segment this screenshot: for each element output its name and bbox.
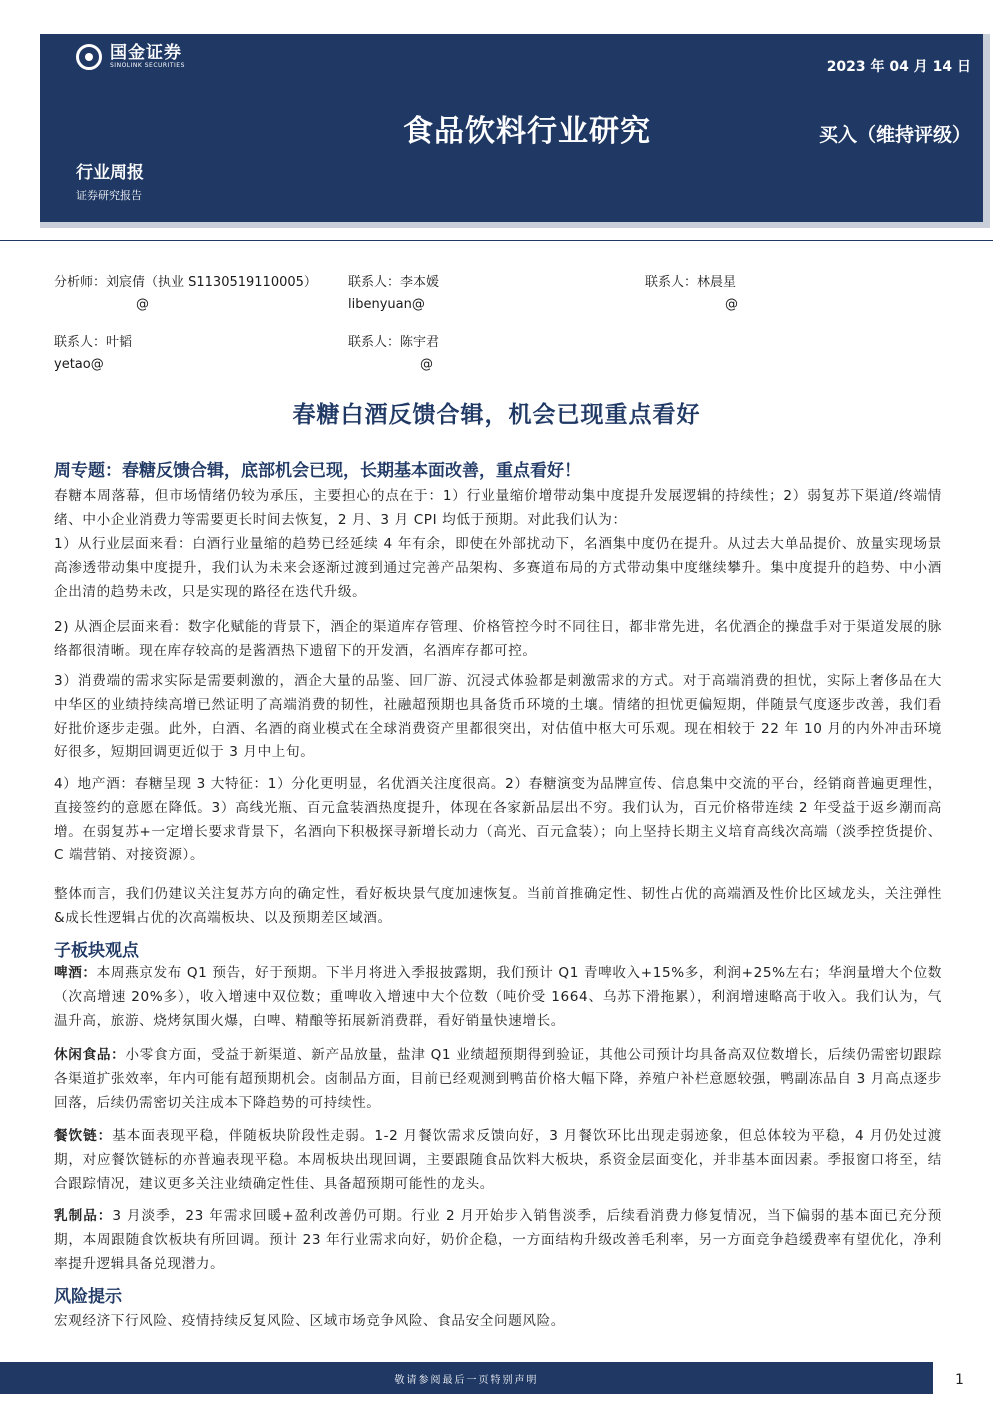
section-risk-heading: 风险提示 [54,1287,122,1307]
company-logo [76,44,185,70]
beer-text: 本周燕京发布 Q1 预告，好于预期。下半月将进入季报披露期，我们预计 Q1 青啤收入+15%多，利润+25%左右；华润量增大个位数（次高增速 20%多），收入增速中双位数；重啤收入增速中大个位数（吨价受 1664、乌苏下滑拖累），利润增速略高于收入。我们认为，气温升高，旅游、烧烤氛围火爆，白啤、精酿等拓展新消费群，看好销量快速增长。 [54,965,942,1029]
paragraph-catering [54,1125,942,1196]
report-header [40,34,983,222]
snack-label: 休闲食品： [54,1047,126,1063]
main-title: 春糖白酒反馈合辑，机会已现重点看好 [292,402,701,428]
dairy-text: 3 月淡季，23 年需求回暖+盈利改善仍可期。行业 2 月开始步入销售淡季，后续看消费力修复情况，当下偏弱的基本面已充分预期，本周跟随食饮板块有所回调。预计 23 年行业需求向好，奶价企稳，一方面结构升级改善毛利率，另一方面竞争趋缓费率有望优化，净利率提升逻辑具备兑现潜力。 [54,1208,942,1272]
paragraph-regional-liquor: 4）地产酒：春糖呈现 3 大特征：1）分化更明显，名优酒关注度很高。2）春糖演变为品牌宣传、信息集中交流的平台，经销商普遍更理性，直接签约的意愿在降低。3）高线光瓶、百元盒装酒热度提升，体现在各家新品层出不穷。我们认为，百元价格带连续 2 年受益于返乡潮而高增。在弱复苏+一定增长要求背景下，名酒向下积极探寻新增长动力（高光、百元盒装）；向上坚持长期主义培育高线次高端（淡季控货提价、C 端营销、对接资源）。 [54,776,942,864]
paragraph-consumer-demand: 3）消费端的需求实际是需要刺激的，酒企大量的品鉴、回厂游、沉浸式体验都是刺激需求的方式。对于高端消费的担忧，实际上奢侈品在大中华区的业绩持续高增已然证明了高端消费的韧性，社融超预期也具备货币环境的土壤。情绪的担忧更偏短期，伴随景气度逐步改善，我们看好批价逐步走强。此外，白酒、名酒的商业模式在全球消费资产里都很突出，对估值中枢大可乐观。现在相较于 22 年 10 月的内外冲击环境好很多，短期回调更近似于 3 月中上旬。 [54,673,942,761]
contact-ye-name: 联系人：叶韬 [54,335,133,350]
contact-chen-name: 联系人：陈宇君 [348,335,440,350]
contact-ye-email[interactable]: yetao@ [54,357,104,372]
footer-disclaimer: 敬请参阅最后一页特别声明 [394,1375,539,1386]
report-type: 行业周报 [76,163,144,183]
paragraph-intro: 春糖本周落幕，但市场情绪仍较为承压，主要担心的点在于：1）行业量缩价增带动集中度提升发展逻辑的持续性；2）弱复苏下渠道/终端情绪、中小企业消费力等需要更长时间去恢复，2 月、3 月 CPI 均低于预期。对此我们认为： [54,488,942,528]
logo-cn-text: 国金证券 [110,43,182,63]
beer-label: 啤酒： [54,965,97,981]
contact-lin-email[interactable]: @ [725,297,738,312]
contact-li-email[interactable]: libenyuan@ [348,297,425,312]
report-subtype: 证券研究报告 [76,189,142,202]
catering-text: 基本面表现平稳，伴随板块阶段性走弱。1-2 月餐饮需求反馈向好，3 月餐饮环比出现走弱迹象，但总体较为平稳，4 月仍处过渡期，对应餐饮链标的亦普遍表现平稳。本周板块出现回调，主要跟随食品饮料大板块，系资金层面变化，并非基本面因素。季报窗口将至，结合跟踪情况，建议更多关注业绩确定性佳、具备超预期可能性的龙头。 [54,1128,942,1192]
section-weekly-topic-heading: 周专题：春糖反馈合辑，底部机会已现，长期基本面改善，重点看好！ [54,461,581,481]
dairy-label: 乳制品： [54,1208,113,1224]
report-title: 食品饮料行业研究 [403,114,651,149]
logo-mark-icon [76,44,102,70]
page-number: 1 [955,1372,964,1388]
contact-lin-name: 联系人：林晨星 [645,275,737,290]
catering-label: 餐饮链： [54,1128,113,1144]
paragraph-industry-level: 1）从行业层面来看：白酒行业量缩的趋势已经延续 4 年有余，即使在外部扰动下，名酒集中度仍在提升。从过去大单品提价、放量实现场景高渗透带动集中度提升，我们认为未来会逐渐过渡到通过完善产品架构、多赛道布局的方式带动集中度继续攀升。集中度提升的趋势、中小酒企出清的趋势未改，只是实现的路径在迭代升级。 [54,536,942,600]
paragraph-risk: 宏观经济下行风险、疫情持续反复风险、区域市场竞争风险、食品安全问题风险。 [54,1313,565,1329]
analyst-name: 分析师：刘宸倩（执业 S1130519110005） [54,275,317,290]
analyst-email[interactable]: @ [136,297,149,312]
header-divider [0,240,993,241]
contact-chen-email[interactable]: @ [420,357,433,372]
section-subsector-heading: 子板块观点 [54,941,139,961]
paragraph-company-level: 2) 从酒企层面来看：数字化赋能的背景下，酒企的渠道库存管理、价格管控今时不同往日，都非常先进，名优酒企的操盘手对于渠道发展的脉络都很清晰。现在库存较高的是酱酒热下遗留下的开发酒，名酒库存都可控。 [54,619,942,659]
contact-li [348,272,439,316]
rating-badge: 买入（维持评级） [818,124,971,146]
contact-lin [645,272,738,316]
report-date: 2023 年 04 月 14 日 [826,59,971,75]
analyst-contact [54,272,317,316]
paragraph-snacks [54,1044,942,1115]
paragraph-dairy [54,1205,942,1276]
logo-en-text: SINOLINK SECURITIES [110,62,185,69]
contact-chen [348,332,439,376]
paragraph-beer [54,962,942,1033]
contact-li-name: 联系人：李本媛 [348,275,440,290]
snack-text: 小零食方面，受益于新渠道、新产品放量，盐津 Q1 业绩超预期得到验证，其他公司预计均具备高双位数增长，后续仍需密切跟踪各渠道扩张效率，年内可能有超预期机会。卤制品方面，目前已经观测到鸭苗价格大幅下降，养殖户补栏意愿较强，鸭副冻品自 3 月高点逐步回落，后续仍需密切关注成本下降趋势的可持续性。 [54,1047,943,1111]
contact-ye [54,332,132,376]
paragraph-summary: 整体而言，我们仍建议关注复苏方向的确定性，看好板块景气度加速恢复。当前首推确定性、韧性占优的高端酒及性价比区域龙头，关注弹性&成长性逻辑占优的次高端板块、以及预期差区域酒。 [54,886,942,926]
